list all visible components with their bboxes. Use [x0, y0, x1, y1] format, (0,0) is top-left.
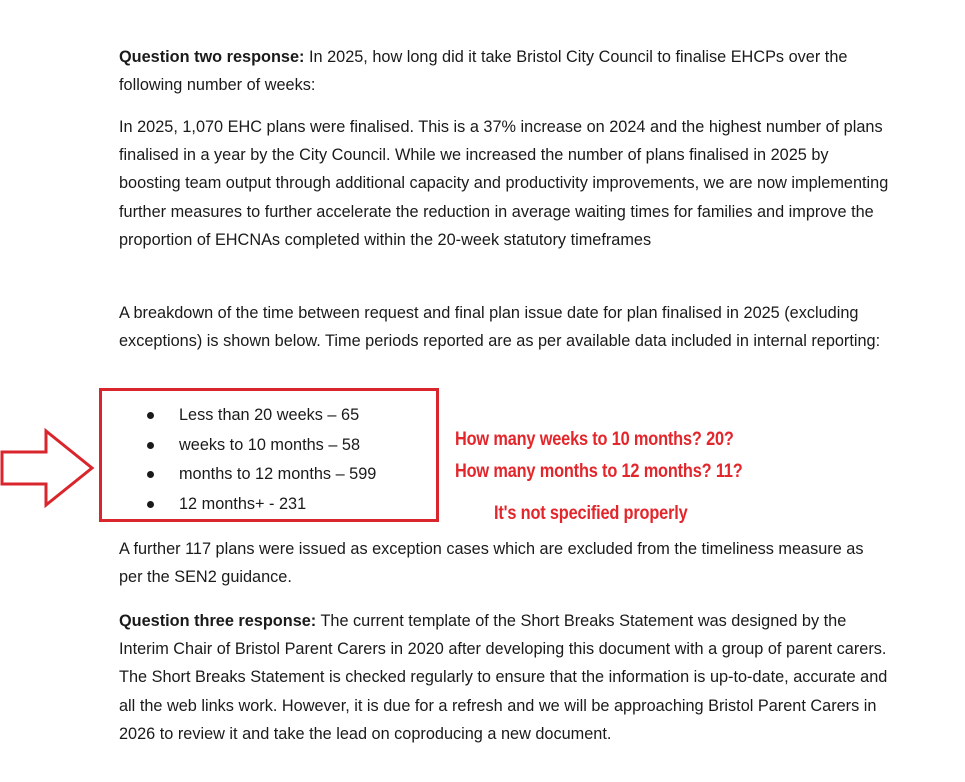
- annotation-months-question: How many months to 12 months? 11?: [455, 461, 743, 482]
- plans-finalised-paragraph: In 2025, 1,070 EHC plans were finalised. This is a 37% increase on 2024 and the highest number of plans finalised in a year by the City Council. While we increased the number of plans finalised in 2025 by boosting team output through additional capacity and productivity improvements, we are now implementing further measures to further accelerate the reduction in average waiting times for families and improve the proportion of EHCNAs completed within the 20-week statutory timeframes: [119, 118, 889, 249]
- list-item-text: Less than 20 weeks – 65: [179, 406, 360, 424]
- question-two-label: Question two response:: [119, 48, 305, 66]
- exception-cases-paragraph: A further 117 plans were issued as exception cases which are excluded from the timeliness measure as per the SEN2 guidance.: [119, 540, 864, 587]
- right-arrow-icon: [0, 428, 96, 508]
- list-item-text: months to 12 months – 599: [179, 465, 377, 484]
- question-three-text: The current template of the Short Breaks Statement was designed by the Interim Chair of Bristol Parent Carers in 2020 after developing this document with a group of parent carers. The Short Breaks Statement is checked regularly to ensure that the information is up-to-date, accurate and all the web links work. However, it is due for a refresh and we will be approaching Bristol Parent Carers in 2026 to review it and take the lead on coproducing a new document.: [119, 612, 888, 743]
- annotation-not-specified: It's not specified properly: [494, 503, 688, 524]
- list-item-text: weeks to 10 months – 58: [179, 435, 361, 454]
- question-three-label: Question three response:: [119, 612, 317, 630]
- question-three-response: [119, 607, 889, 748]
- breakdown-intro-paragraph: A breakdown of the time between request and final plan issue date for plan finalised in 2025 (excluding exceptions) is shown below. Time periods reported are as per available data included in internal reporting:: [119, 304, 881, 351]
- list-item-text: 12 months+ - 231: [179, 494, 307, 513]
- question-two-response: [119, 43, 889, 99]
- question-two-text: In 2025, how long did it take Bristol City Council to finalise EHCPs over the following number of weeks:: [119, 48, 848, 95]
- annotation-weeks-question: How many weeks to 10 months? 20?: [455, 429, 734, 450]
- highlight-box: [99, 388, 439, 522]
